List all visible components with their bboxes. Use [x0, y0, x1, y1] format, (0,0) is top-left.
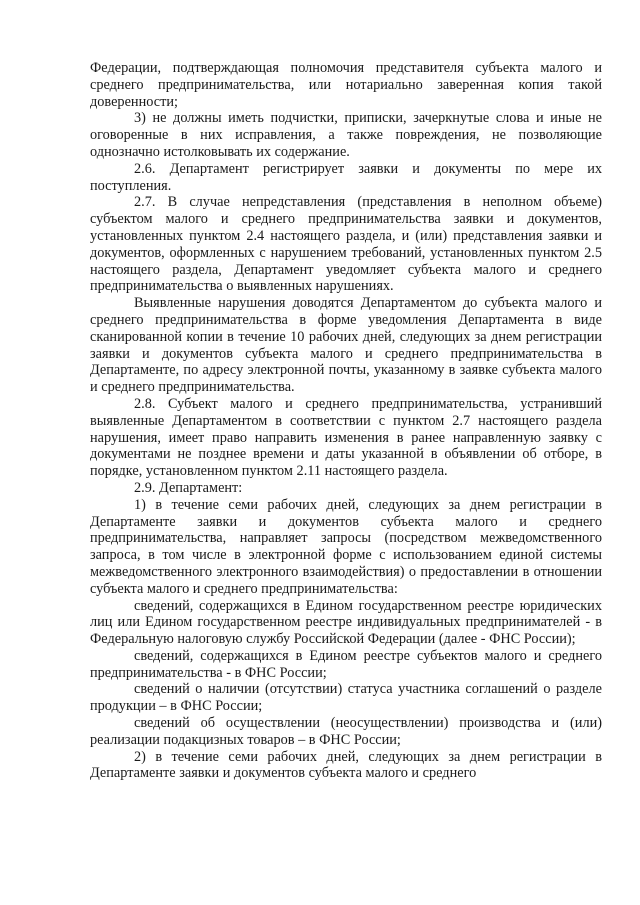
paragraph-10: сведений, содержащихся в Едином реестре субъектов малого и среднего предпринимательства - в ФНС России; [90, 647, 602, 681]
paragraph-11: сведений о наличии (отсутствии) статуса участника соглашений о разделе продукции – в ФНС России; [90, 681, 602, 715]
paragraph-6: 2.8. Субъект малого и среднего предпринимательства, устранивший выявленные Департаментом в соответствии с пунктом 2.7 настоящего раздела нарушения, имеет право направить изменения в ранее направленную заявку с документами не позднее времени и даты указанной в объявлении об отборе, в порядке, установленном пунктом 2.11 настоящего раздела. [90, 395, 602, 480]
paragraph-9: сведений, содержащихся в Едином государственном реестре юридических лиц или Едином государственном реестре индивидуальных предпринимателей - в Федеральную налоговую службу Российской Федерации (далее - ФНС России); [90, 597, 602, 648]
paragraph-8: 1) в течение семи рабочих дней, следующих за днем регистрации в Департаменте заявки и документов субъекта малого и среднего предпринимательства, направляет запросы (посредством межведомственного запроса, в том числе в электронной форме с использованием единой системы межведомственного электронного взаимодействия) о предоставлении в отношении субъекта малого и среднего предпринимательства: [90, 496, 602, 597]
paragraph-2: 3) не должны иметь подчистки, приписки, зачеркнутые слова и иные не оговоренные в них исправления, а также повреждения, не позволяющие однозначно истолковывать их содержание. [90, 110, 602, 160]
paragraph-13: 2) в течение семи рабочих дней, следующих за днем регистрации в Департаменте заявки и документов субъекта малого и среднего [90, 748, 602, 782]
paragraph-4: 2.7. В случае непредставления (представления в неполном объеме) субъектом малого и среднего предпринимательства заявки и документов, установленных пунктом 2.4 настоящего раздела, и (или) представления заявки и документов, оформленных с нарушением требований, установленных пунктом 2.5 настоящего раздела, Департамент уведомляет субъекта малого и среднего предпринимательства о выявленных нарушениях. [90, 194, 602, 295]
paragraph-5: Выявленные нарушения доводятся Департаментом до субъекта малого и среднего предпринимательства в форме уведомления Департамента в виде сканированной копии в течение 10 рабочих дней, следующих за днем регистрации заявки и документов субъекта малого и среднего предпринимательства в Департаменте, по адресу электронной почты, указанному в заявке субъекта малого и среднего предпринимательства. [90, 295, 602, 396]
paragraph-7: 2.9. Департамент: [134, 479, 243, 496]
paragraph-1: Федерации, подтверждающая полномочия представителя субъекта малого и среднего предпринимательства, или нотариально заверенная копия такой доверенности; [90, 60, 602, 110]
paragraph-12: сведений об осуществлении (неосуществлении) производства и (или) реализации подакцизных товаров – в ФНС России; [90, 715, 602, 748]
document-page [90, 60, 602, 782]
paragraph-3: 2.6. Департамент регистрирует заявки и документы по мере их поступления. [90, 160, 602, 194]
